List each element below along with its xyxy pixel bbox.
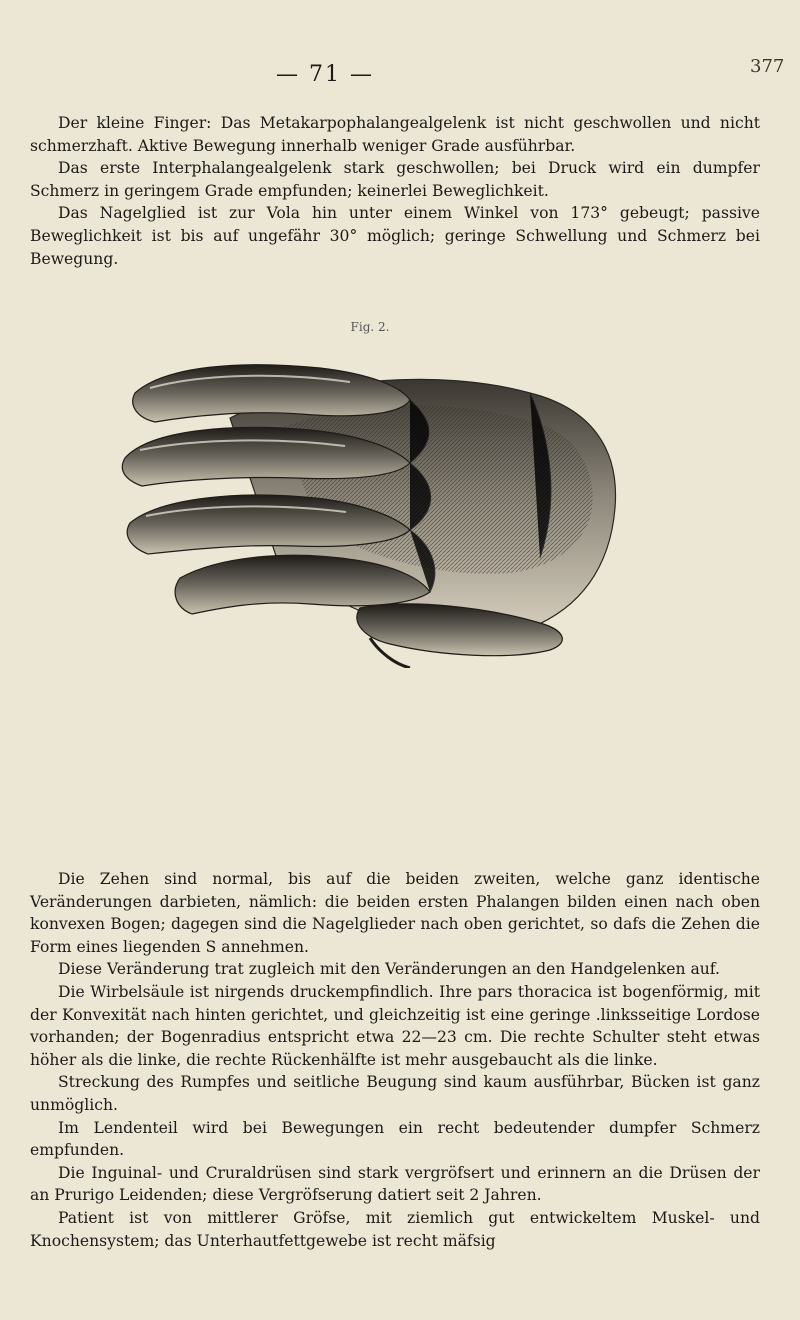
archive-page-number: 377 — [750, 56, 785, 77]
paragraph: Das erste Interphalangealgelenk stark geschwollen; bei Druck wird ein dumpfer Schmerz in geringem Grade empfunden; keinerlei Beweglichkeit. — [30, 159, 760, 200]
paragraph: Die Inguinal- und Cruraldrüsen sind stark vergröfsert und erinnern an die Drüsen der an Prurigo Leidenden; diese Vergröfserung datiert seit 2 Jahren. — [30, 1163, 760, 1205]
hand-illustration — [110, 338, 630, 668]
paragraph: Das Nagelglied ist zur Vola hin unter einem Winkel von 173° gebeugt; passive Beweglichkeit ist bis auf ungefähr 30° möglich; geringe Schwellung und Schmerz bei Bewegung. — [30, 204, 760, 268]
paragraph: Patient ist von mittlerer Gröfse, mit ziemlich gut entwickeltem Muskel- und Knochensystem; das Unterhautfettgewebe ist recht mäfsig — [30, 1208, 760, 1250]
text-block-bottom — [30, 868, 760, 1252]
text-block-top — [30, 112, 760, 270]
paragraph: Streckung des Rumpfes und seitliche Beugung sind kaum ausführbar, Bücken ist ganz unmöglich. — [30, 1073, 760, 1114]
paragraph: Der kleine Finger: Das Metakarpophalangealgelenk ist nicht geschwollen und nicht schmerzhaft. Aktive Bewegung innerhalb weniger Grade ausführbar. — [30, 114, 760, 155]
paragraph: Diese Veränderung trat zugleich mit den Veränderungen an den Handgelenken auf. — [58, 960, 720, 979]
page-number: — 71 — — [276, 62, 374, 87]
page-header — [0, 56, 800, 92]
paragraph: Die Zehen sind normal, bis auf die beiden zweiten, welche ganz identische Veränderungen darbieten, nämlich: die beiden ersten Phalangen bilden einen nach oben konvexen Bogen; dagegen sind die Nagelglieder nach oben gerichtet, so dafs die Zehen die Form eines liegenden S annehmen. — [30, 870, 760, 956]
figure-caption: Fig. 2. — [350, 320, 390, 334]
paragraph: Die Wirbelsäule ist nirgends druckempfindlich. Ihre pars thoracica ist bogenförmig, mit der Konvexität nach hinten gerichtet, und gleichzeitig ist eine geringe .linksseitige Lordose vorhanden; der Bogenradius entspricht etwa 22—23 cm. Die rechte Schulter steht etwas höher als die linke, die rechte Rückenhälfte ist mehr ausgebaucht als die linke. — [30, 982, 760, 1069]
paragraph: Im Lendenteil wird bei Bewegungen ein recht bedeutender dumpfer Schmerz empfunden. — [30, 1118, 760, 1160]
